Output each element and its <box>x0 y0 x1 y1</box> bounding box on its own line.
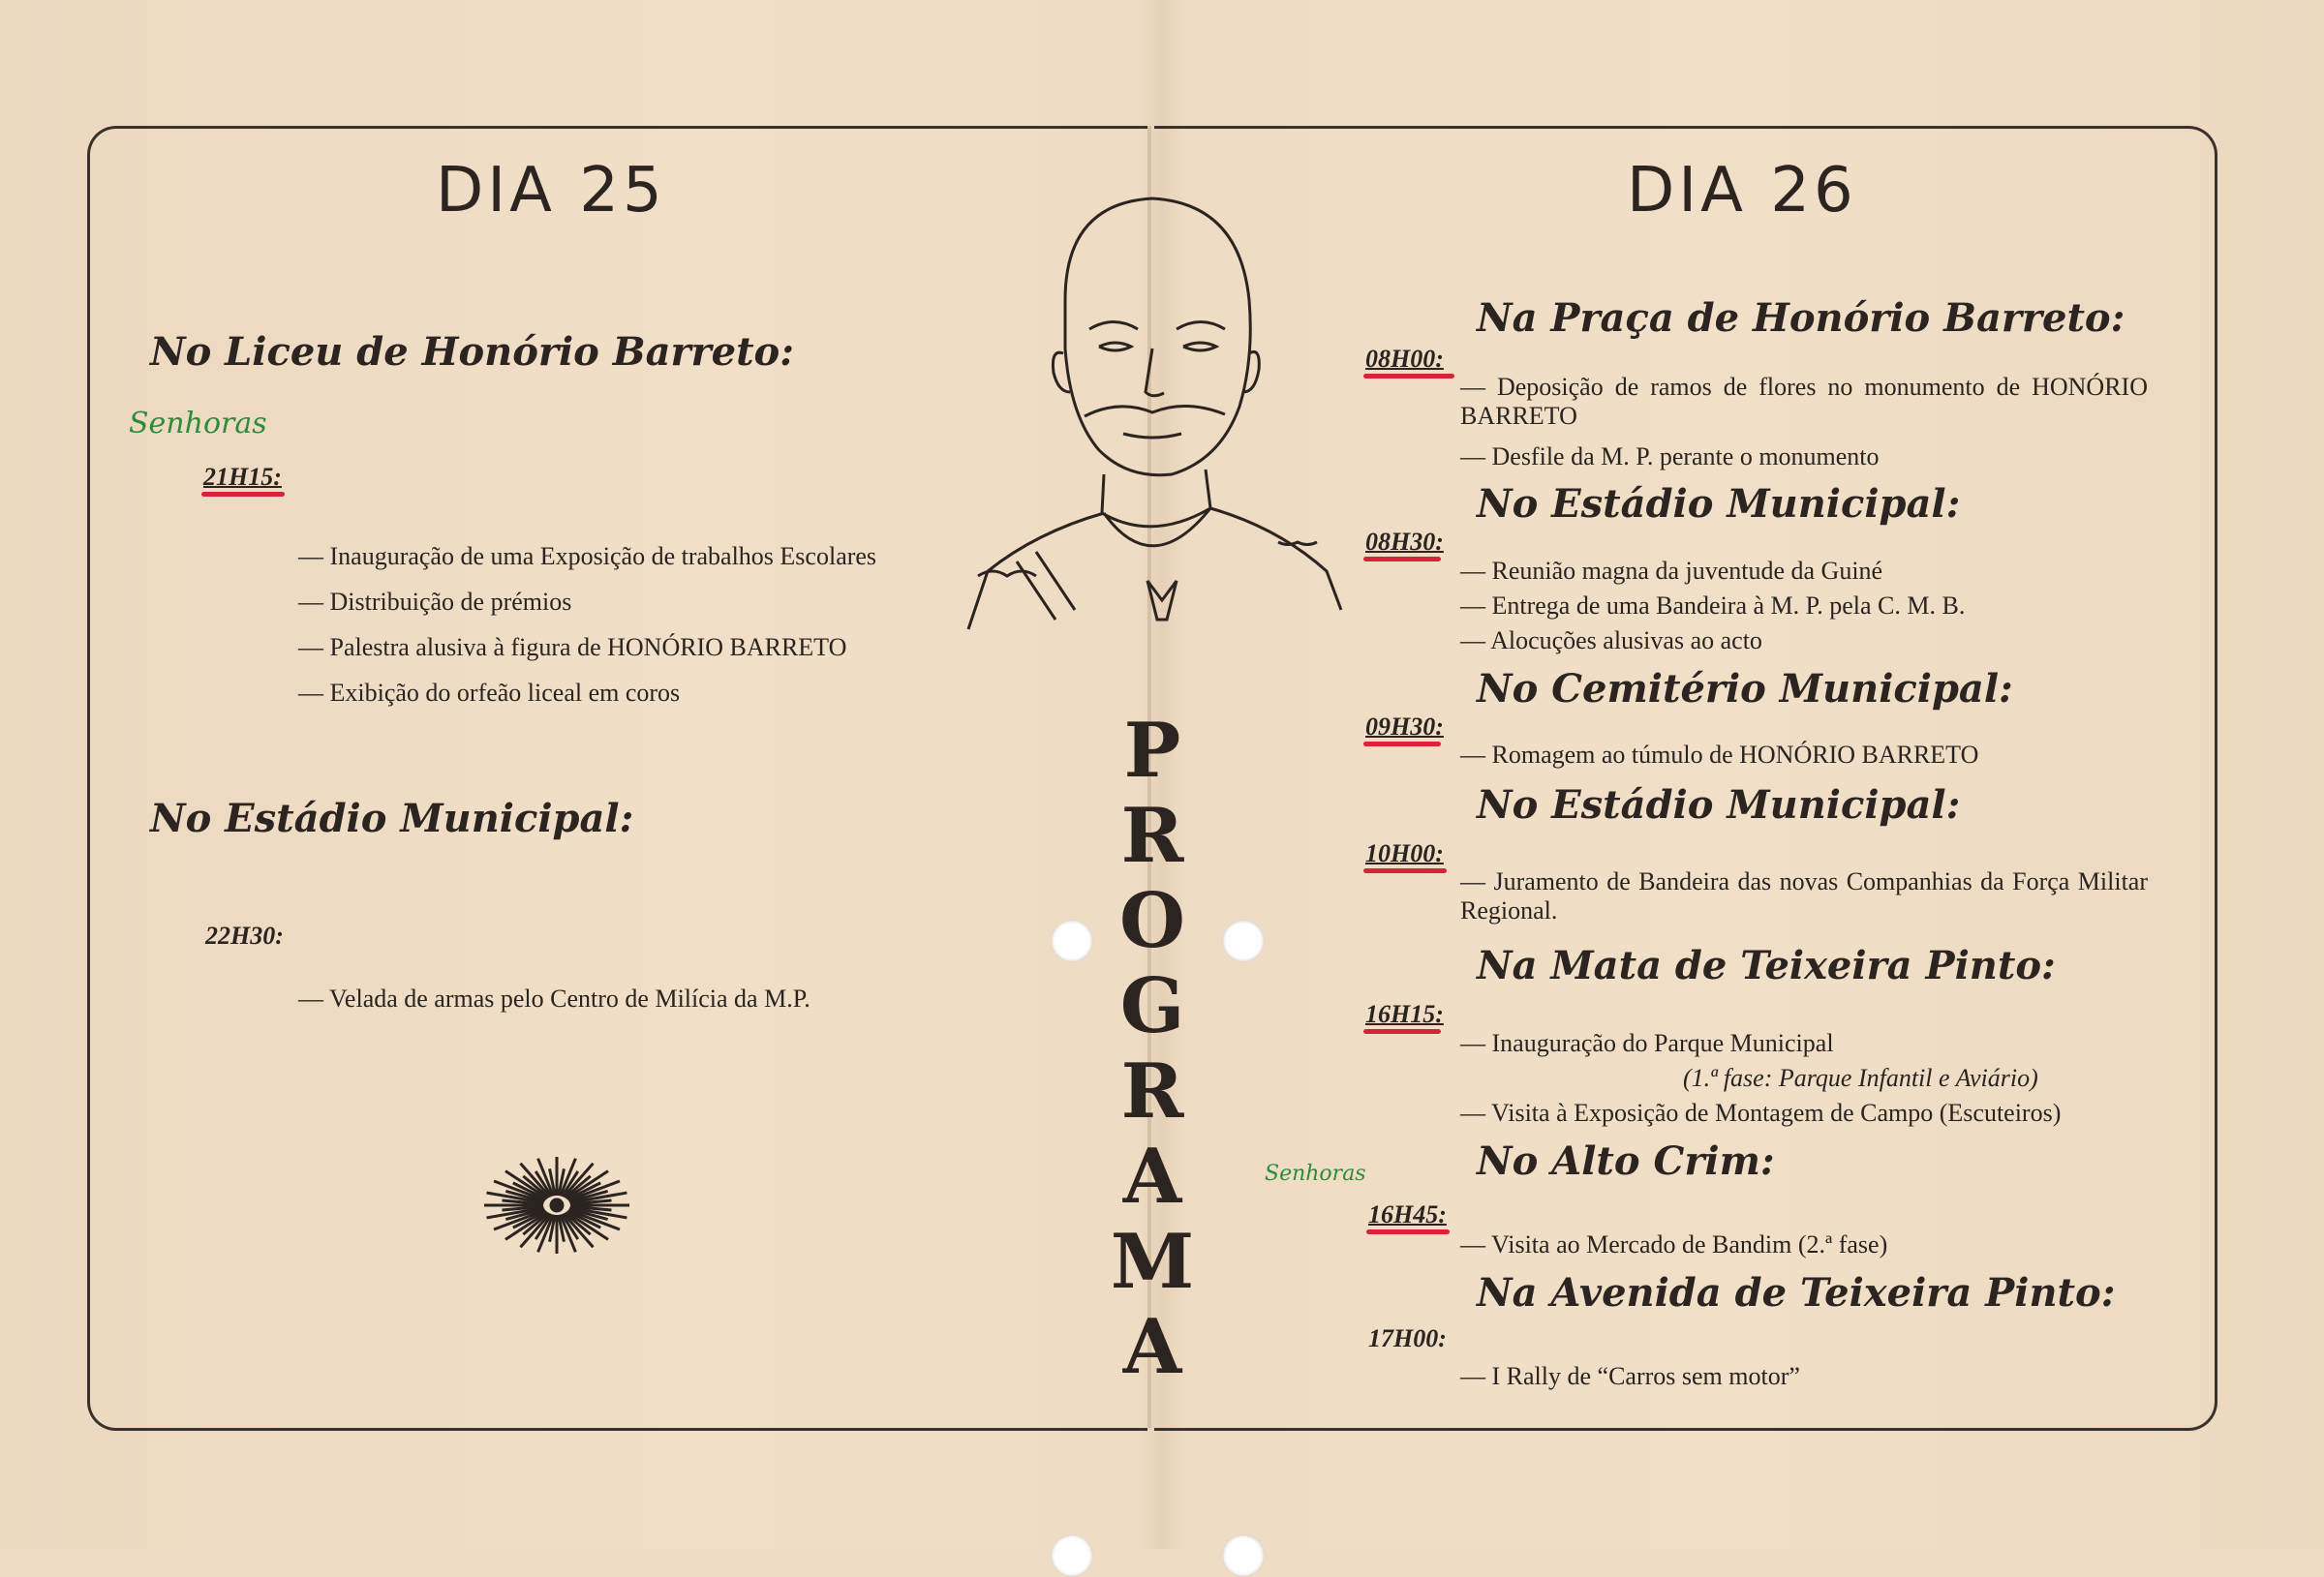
item-liceu-1: — Inauguração de uma Exposição de trabalhos Escolares <box>298 542 877 570</box>
red-underline-09h30 <box>1363 742 1441 746</box>
item-estadio-25-1: — Velada de armas pelo Centro de Milícia da M.P. <box>298 985 810 1013</box>
item-estadio-26b-1: — Juramento de Bandeira das novas Companhias da Força Militar Regional. <box>1460 867 2148 925</box>
portrait-sketch <box>959 194 1356 668</box>
punch-hole-bottom-right <box>1222 1534 1265 1577</box>
day-26-title: DIA 26 <box>1627 155 1857 227</box>
red-underline-16h15 <box>1363 1029 1441 1034</box>
programa-letter-5: R <box>1120 1047 1184 1136</box>
red-underline-10h00 <box>1363 868 1447 873</box>
item-alto-crim-1: — Visita ao Mercado de Bandim (2.ª fase) <box>1460 1230 1888 1259</box>
item-mata-1-note: (1.ª fase: Parque Infantil e Aviário) <box>1683 1064 2038 1092</box>
punch-hole-left <box>1051 920 1093 962</box>
item-liceu-2: — Distribuição de prémios <box>298 588 572 616</box>
day-25-title: DIA 25 <box>436 155 666 227</box>
programa-letter-8: A <box>1122 1303 1182 1391</box>
time-21h15: 21H15: <box>203 463 282 491</box>
item-liceu-3: — Palestra alusiva à figura de HONÓRIO BARRETO <box>298 633 847 661</box>
programa-letter-7: M <box>1110 1218 1195 1306</box>
time-09h30: 09H30: <box>1365 713 1444 741</box>
programa-letter-6: A <box>1122 1133 1182 1221</box>
time-08h00: 08H00: <box>1365 345 1444 373</box>
programa-letter-1: P <box>1123 707 1181 795</box>
time-08h30: 08H30: <box>1365 528 1444 556</box>
item-estadio-26a-2: — Entrega de uma Bandeira à M. P. pela C. M. B. <box>1460 591 1966 620</box>
venue-alto-crim: No Alto Crim: <box>1477 1138 1775 1184</box>
programa-letter-4: G <box>1119 962 1185 1050</box>
red-underline-08h00 <box>1363 374 1454 379</box>
time-17h00: 17H00: <box>1368 1324 1447 1352</box>
item-estadio-26a-3: — Alocuções alusivas ao acto <box>1460 626 1762 654</box>
time-10h00: 10H00: <box>1365 839 1444 867</box>
handwritten-note-right: Senhoras <box>1265 1162 1366 1186</box>
red-underline-08h30 <box>1363 557 1441 561</box>
punch-hole-right <box>1222 920 1265 962</box>
handwritten-note-left: Senhoras <box>129 407 267 440</box>
venue-liceu: No Liceu de Honório Barreto: <box>150 329 794 375</box>
venue-estadio-26a: No Estádio Municipal: <box>1477 481 1961 527</box>
time-16h15: 16H15: <box>1365 1000 1444 1028</box>
sun-burst-ornament <box>474 1152 639 1259</box>
venue-cemiterio: No Cemitério Municipal: <box>1477 666 2013 712</box>
item-cemiterio-1: — Romagem ao túmulo de HONÓRIO BARRETO <box>1460 741 1979 769</box>
venue-avenida: Na Avenida de Teixeira Pinto: <box>1477 1270 2116 1316</box>
programa-letter-3: O <box>1119 877 1185 965</box>
time-22h30: 22H30: <box>205 922 284 950</box>
time-16h45: 16H45: <box>1368 1200 1447 1228</box>
punch-hole-bottom-left <box>1051 1534 1093 1577</box>
item-praca-1: — Deposição de ramos de flores no monumento de HONÓRIO BARRETO <box>1460 373 2148 430</box>
item-avenida-1: — I Rally de “Carros sem motor” <box>1460 1362 1800 1390</box>
venue-estadio-25: No Estádio Municipal: <box>150 796 634 841</box>
red-underline-21h15 <box>201 492 285 497</box>
venue-estadio-26b: No Estádio Municipal: <box>1477 782 1961 828</box>
item-praca-2: — Desfile da M. P. perante o monumento <box>1460 442 1880 470</box>
item-mata-1: — Inauguração do Parque Municipal <box>1460 1029 1834 1057</box>
item-mata-2: — Visita à Exposição de Montagem de Campo (Escuteiros) <box>1460 1099 2062 1127</box>
venue-praca: Na Praça de Honório Barreto: <box>1477 295 2125 341</box>
red-underline-16h45 <box>1366 1229 1450 1234</box>
item-liceu-4: — Exibição do orfeão liceal em coros <box>298 679 681 707</box>
venue-mata: Na Mata de Teixeira Pinto: <box>1477 943 2056 988</box>
programa-letter-2: R <box>1120 792 1184 880</box>
item-estadio-26a-1: — Reunião magna da juventude da Guiné <box>1460 557 1883 585</box>
